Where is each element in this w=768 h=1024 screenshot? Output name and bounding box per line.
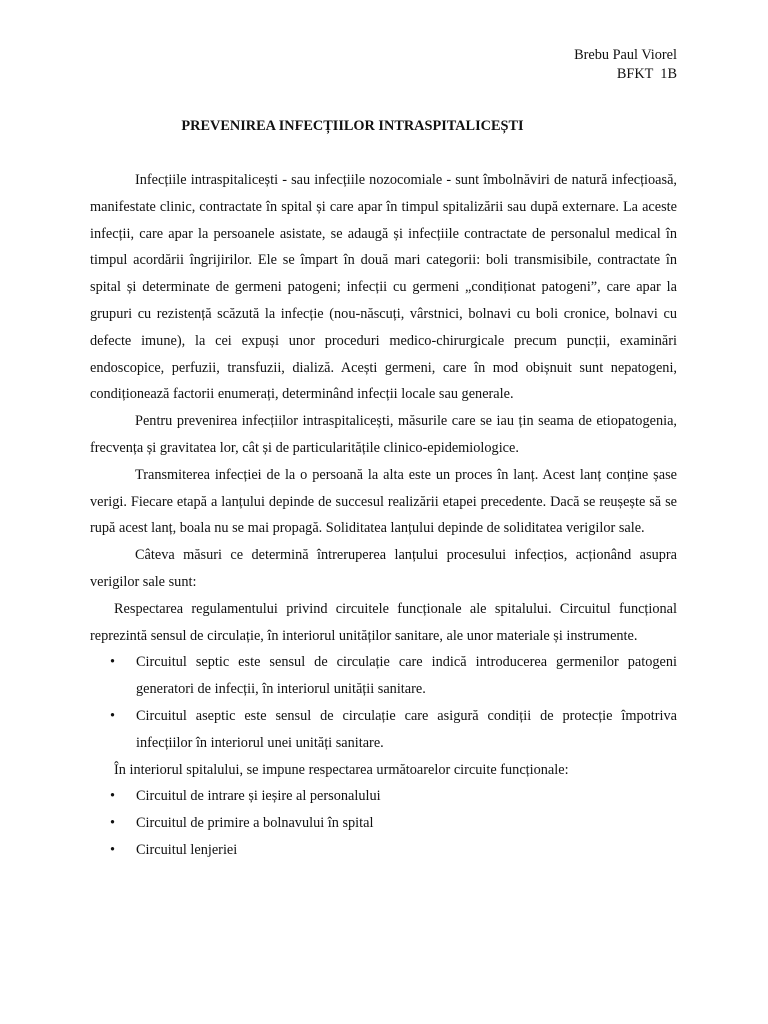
- document-title: PREVENIREA INFECȚIILOR INTRASPITALICEȘTI: [181, 118, 524, 134]
- list-item: [90, 649, 677, 703]
- bullet-icon: •: [110, 654, 116, 671]
- list-item-text: Circuitul de primire a bolnavului în spital: [136, 815, 374, 832]
- list-item: [90, 703, 677, 757]
- list-item: [90, 837, 677, 864]
- bullet-icon: •: [110, 707, 116, 724]
- functional-circuits-list: [90, 783, 677, 863]
- author-name: Brebu Paul Viorel: [574, 47, 677, 63]
- paragraph-measures: Câteva măsuri ce determină întreruperea lanțului procesului infecțios, acționând asupra verigilor sale sunt:: [90, 547, 677, 590]
- list-item: [90, 810, 677, 837]
- list-item-text: Circuitul aseptic este sensul de circulație care asigură condiții de protecție împotriva infecțiilor în interiorul unei unități sanitare.: [136, 707, 677, 751]
- circuit-type-list: [90, 649, 677, 756]
- document-page: [90, 46, 677, 864]
- paragraph-circuits: Respectarea regulamentului privind circuitele funcționale ale spitalului. Circuitul funcțional reprezintă sensul de circulație, în interiorul unităților sanitare, ale unor materiale și instrumente.: [90, 600, 677, 644]
- paragraph-definition: Infecțiile intraspitalicești - sau infecțiile nozocomiale - sunt îmbolnăviri de natură infecțioasă, manifestate clinic, contractate în spital și care apar în timpul spitalizării sau după externare. La aceste infecții, care apar la persoanele asistate, se adaugă și infecțiile contractate de personalul medical în timpul acordării îngrijirilor. Ele se împart în două mari categorii: boli transmisibile, contractate în spital și determinate de germeni patogeni; infecții cu germeni „condiționat patogeni”, care apar la grupuri cu rezistență scăzută la infecție (nou-născuți, vârstnici, bolnavi cu boli cronice, bolnavi cu defecte imune), la cei expuși unor proceduri medico-chirurgicale precum puncții, examinări endoscopice, perfuzii, transfuzii, dializă. Acești germeni, care în mod obișnuit sunt nepatogeni, condiționează factorii enumerați, determinând infecții locale sau generale.: [90, 172, 677, 403]
- list-item-text: Circuitul de intrare și ieșire al personalului: [136, 788, 381, 805]
- bullet-icon: •: [110, 815, 116, 832]
- list-item-text: Circuitul lenjeriei: [136, 841, 238, 858]
- list-item-text: Circuitul septic este sensul de circulație care indică introducerea germenilor patogeni generatori de infecții, în interiorul unității sanitare.: [136, 654, 677, 698]
- bullet-icon: •: [110, 788, 116, 805]
- paragraph-transmission-chain: Transmiterea infecției de la o persoană la alta este un proces în lanț. Acest lanț conține șase verigi. Fiecare etapă a lanțului depinde de succesul realizării etapei precedente. Dacă se reușește să se rupă acest lanț, boala nu se mai propagă. Soliditatea lanțului depinde de soliditatea verigilor sale.: [90, 466, 677, 537]
- paragraph-prevention: Pentru prevenirea infecțiilor intraspitalicești, măsurile care se iau țin seama de etiopatogenia, frecvența și gravitatea lor, cât și de particularitățile clinico-epidemiologice.: [90, 413, 677, 456]
- list-item: [90, 783, 677, 810]
- bullet-icon: •: [110, 841, 116, 858]
- paragraph-intro-list: În interiorul spitalului, se impune respectarea următoarelor circuite funcționale:: [114, 761, 569, 778]
- group-code: BFKT 1B: [616, 66, 677, 82]
- document-header: [90, 46, 677, 84]
